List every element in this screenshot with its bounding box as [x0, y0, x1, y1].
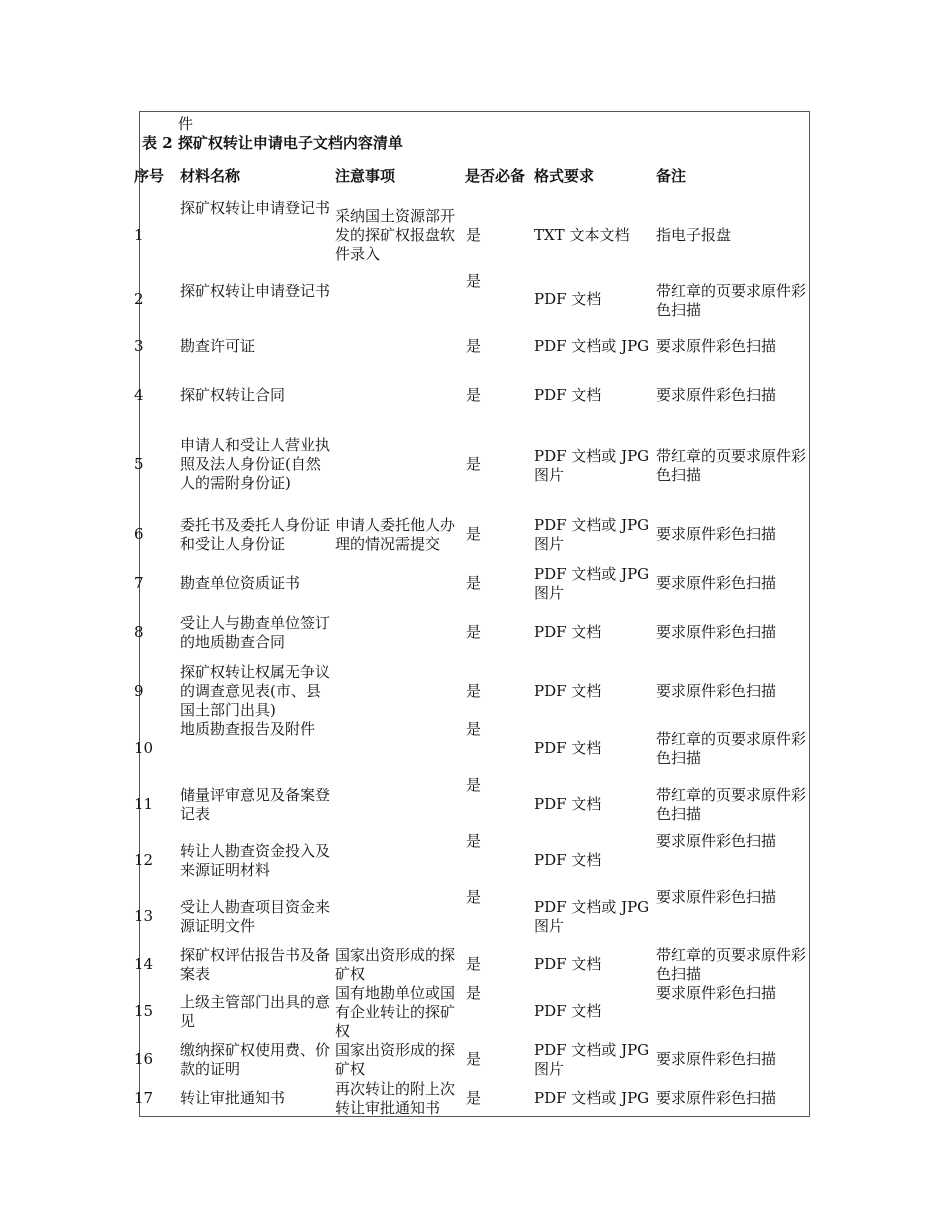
row-3-remark: 要求原件彩色扫描	[656, 337, 777, 355]
row-14-remark: 带红章的页要求原件彩色扫描	[656, 946, 807, 983]
row-2-format: PDF 文档	[534, 290, 602, 308]
row-10-required: 是	[466, 720, 482, 738]
row-4-format: PDF 文档	[534, 386, 602, 404]
row-7-format: PDF 文档或 JPG 图片	[534, 565, 650, 602]
row-15-required: 是	[466, 984, 482, 1002]
row-10-no: 10	[134, 739, 154, 757]
row-8-format: PDF 文档	[534, 623, 602, 641]
row-13-format: PDF 文档或 JPG 图片	[534, 898, 650, 935]
row-14-format: PDF 文档	[534, 955, 602, 973]
row-10-remark: 带红章的页要求原件彩色扫描	[656, 730, 807, 767]
row-8-remark: 要求原件彩色扫描	[656, 623, 777, 641]
row-10-name: 地质勘查报告及附件	[180, 720, 316, 738]
row-12-required: 是	[466, 832, 482, 850]
row-14-no: 14	[134, 955, 154, 973]
row-15-no: 15	[134, 1002, 154, 1020]
header-name: 材料名称	[180, 167, 241, 185]
row-1-required: 是	[466, 226, 482, 244]
table-title: 表 2 探矿权转让申请电子文档内容清单	[142, 134, 403, 152]
row-15-remark: 要求原件彩色扫描	[656, 984, 777, 1002]
row-11-name: 储量评审意见及备案登记表	[180, 786, 331, 823]
row-3-no: 3	[134, 337, 144, 355]
row-17-no: 17	[134, 1089, 154, 1107]
row-6-no: 6	[134, 525, 144, 543]
row-6-name: 委托书及委托人身份证和受让人身份证	[180, 516, 331, 553]
row-13-remark: 要求原件彩色扫描	[656, 888, 777, 906]
header-format: 格式要求	[534, 167, 595, 185]
header-no: 序号	[134, 167, 165, 185]
row-15-name: 上级主管部门出具的意见	[180, 993, 331, 1030]
row-5-name: 申请人和受让人营业执照及法人身份证(自然人的需附身份证)	[180, 436, 331, 492]
row-2-name: 探矿权转让申请登记书	[180, 282, 331, 300]
row-11-format: PDF 文档	[534, 795, 602, 813]
row-1-format: TXT 文本文档	[534, 226, 630, 244]
row-15-format: PDF 文档	[534, 1002, 602, 1020]
row-14-name: 探矿权评估报告书及备案表	[180, 946, 331, 983]
row-3-name: 勘查许可证	[180, 337, 256, 355]
row-14-required: 是	[466, 955, 482, 973]
header-remark: 备注	[656, 167, 687, 185]
row-16-format: PDF 文档或 JPG 图片	[534, 1041, 650, 1078]
row-1-remark: 指电子报盘	[656, 226, 732, 244]
row-12-format: PDF 文档	[534, 851, 602, 869]
row-9-format: PDF 文档	[534, 682, 602, 700]
row-5-required: 是	[466, 455, 482, 473]
row-4-remark: 要求原件彩色扫描	[656, 386, 777, 404]
row-3-format: PDF 文档或 JPG	[534, 337, 650, 355]
row-6-required: 是	[466, 525, 482, 543]
header-required: 是否必备	[465, 167, 526, 185]
row-16-no: 16	[134, 1050, 154, 1068]
row-6-format: PDF 文档或 JPG 图片	[534, 516, 650, 553]
row-7-remark: 要求原件彩色扫描	[656, 574, 777, 592]
row-15-note: 国有地勘单位或国有企业转让的探矿权	[335, 984, 456, 1040]
row-13-no: 13	[134, 907, 154, 925]
row-17-note: 再次转让的附上次转让审批通知书	[335, 1080, 456, 1117]
row-2-required: 是	[466, 272, 482, 290]
row-2-remark: 带红章的页要求原件彩色扫描	[656, 282, 807, 319]
row-5-no: 5	[134, 455, 144, 473]
row-17-format: PDF 文档或 JPG	[534, 1089, 650, 1107]
row-4-no: 4	[134, 386, 144, 404]
row-7-name: 勘查单位资质证书	[180, 574, 301, 592]
row-9-remark: 要求原件彩色扫描	[656, 682, 777, 700]
row-11-remark: 带红章的页要求原件彩色扫描	[656, 786, 807, 823]
row-4-name: 探矿权转让合同	[180, 386, 286, 404]
row-17-name: 转让审批通知书	[180, 1089, 286, 1107]
row-13-name: 受让人勘查项目资金来源证明文件	[180, 898, 331, 935]
row-1-note: 采纳国土资源部开发的探矿权报盘软件录入	[335, 207, 456, 263]
row-6-remark: 要求原件彩色扫描	[656, 525, 777, 543]
row-1-no: 1	[134, 226, 144, 244]
row-14-note: 国家出资形成的探矿权	[335, 946, 456, 983]
row-1-name: 探矿权转让申请登记书	[180, 199, 331, 217]
row-16-name: 缴纳探矿权使用费、价款的证明	[180, 1041, 331, 1078]
row-3-required: 是	[466, 337, 482, 355]
row-11-no: 11	[134, 795, 154, 813]
row-13-required: 是	[466, 888, 482, 906]
row-8-name: 受让人与勘查单位签订的地质勘查合同	[180, 614, 331, 651]
row-17-required: 是	[466, 1089, 482, 1107]
row-16-note: 国家出资形成的探矿权	[335, 1041, 456, 1078]
row-7-no: 7	[134, 574, 144, 592]
row-16-remark: 要求原件彩色扫描	[656, 1050, 777, 1068]
row-9-required: 是	[466, 682, 482, 700]
row-11-required: 是	[466, 776, 482, 794]
row-5-remark: 带红章的页要求原件彩色扫描	[656, 447, 807, 484]
row-8-no: 8	[134, 623, 144, 641]
row-9-name: 探矿权转让权属无争议的调查意见表(市、县国土部门出具)	[180, 663, 331, 719]
row-12-name: 转让人勘查资金投入及来源证明材料	[180, 842, 331, 879]
row-8-required: 是	[466, 623, 482, 641]
row-2-no: 2	[134, 290, 144, 308]
row-5-format: PDF 文档或 JPG 图片	[534, 447, 650, 484]
row-7-required: 是	[466, 574, 482, 592]
row-17-remark: 要求原件彩色扫描	[656, 1089, 777, 1107]
row-9-no: 9	[134, 682, 144, 700]
row-4-required: 是	[466, 386, 482, 404]
row-12-remark: 要求原件彩色扫描	[656, 832, 777, 850]
row-6-note: 申请人委托他人办理的情况需提交	[335, 516, 456, 553]
row-16-required: 是	[466, 1050, 482, 1068]
header-note: 注意事项	[335, 167, 396, 185]
page-fragment: 件	[178, 115, 194, 133]
row-12-no: 12	[134, 851, 154, 869]
row-10-format: PDF 文档	[534, 739, 602, 757]
